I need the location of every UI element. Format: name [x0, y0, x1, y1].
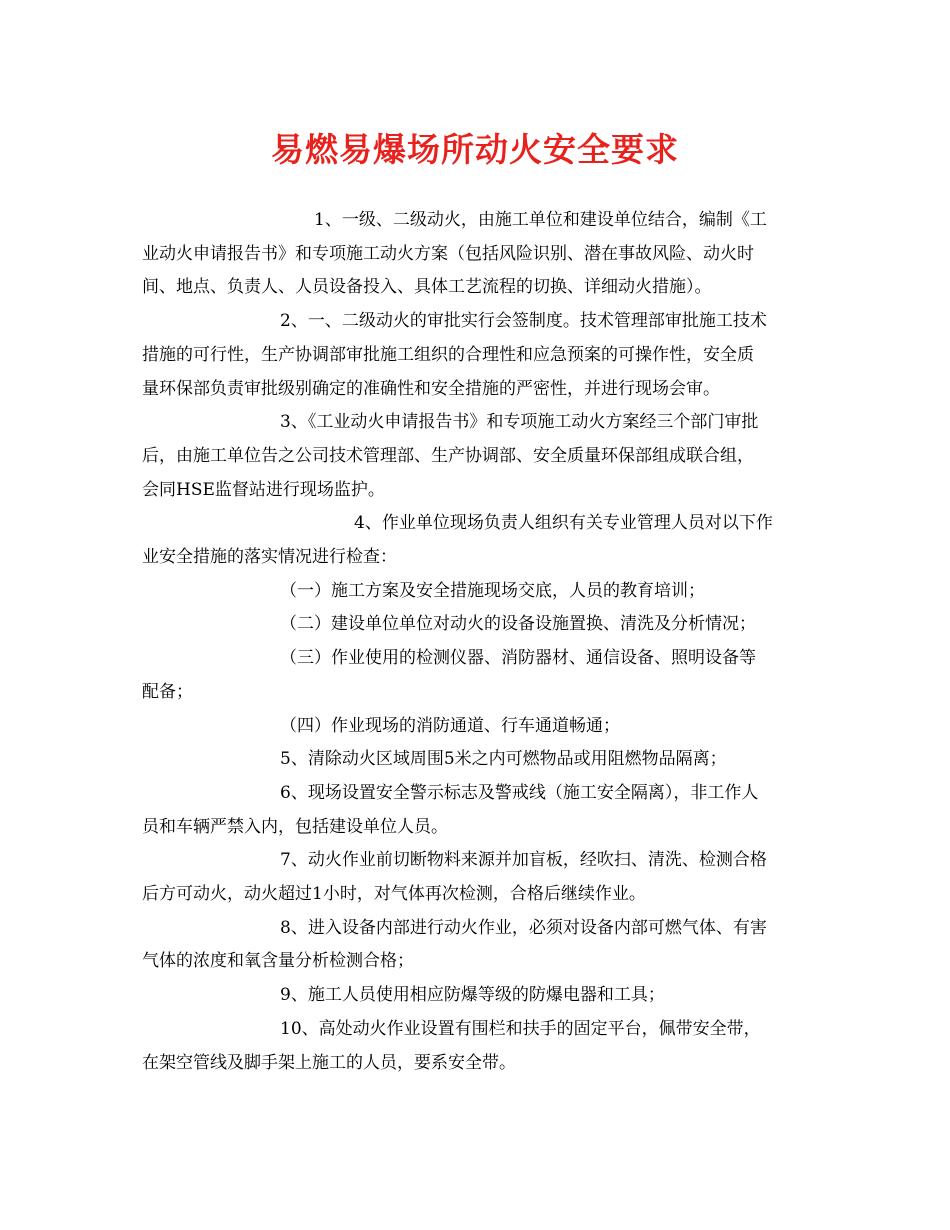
paragraph-line: 2、一、二级动火的审批实行会签制度。技术管理部审批施工技术	[280, 311, 767, 332]
paragraph	[142, 1013, 812, 1080]
paragraph-line: 9、施工人员使用相应防爆等级的防爆电器和工具；	[280, 985, 665, 1006]
paragraph	[142, 710, 812, 744]
paragraph-line: 员和车辆严禁入内，包括建设单位人员。	[142, 816, 448, 837]
paragraph-line: （二）建设单位单位对动火的设备设施置换、清洗及分析情况；	[280, 614, 756, 635]
paragraph	[142, 912, 812, 979]
paragraph-line: （三）作业使用的检测仪器、消防器材、通信设备、照明设备等	[280, 648, 756, 669]
paragraph-line: 配备；	[142, 681, 193, 702]
document-body	[142, 204, 812, 1080]
paragraph	[142, 743, 812, 777]
paragraph-line: （一）施工方案及安全措施现场交底，人员的教育培训；	[280, 580, 705, 601]
paragraph	[142, 608, 812, 642]
paragraph-line: 措施的可行性，生产协调部审批施工组织的合理性和应急预案的可操作性，安全质	[142, 344, 754, 365]
paragraph	[142, 575, 812, 609]
paragraph-line: 1、一级、二级动火，由施工单位和建设单位结合，编制《工	[314, 210, 767, 230]
paragraph-line: 后方可动火，动火超过1小时，对气体再次检测，合格后继续作业。	[142, 884, 646, 905]
paragraph	[142, 204, 812, 305]
paragraph-line: 间、地点、负责人、人员设备投入、具体工艺流程的切换、详细动火措施）。	[142, 277, 712, 298]
paragraph-line: 10、高处动火作业设置有围栏和扶手的固定平台，佩带安全带，	[280, 1018, 761, 1039]
paragraph-line: （四）作业现场的消防通道、行车通道畅通；	[280, 715, 620, 736]
paragraph	[142, 406, 812, 507]
paragraph	[142, 777, 812, 844]
paragraph-line: 5、清除动火区域周围5米之内可燃物品或用阻燃物品隔离；	[280, 749, 727, 770]
paragraph-line: 气体的浓度和氧含量分析检测合格；	[142, 951, 414, 972]
paragraph-line: 业动火申请报告书》和专项施工动火方案（包括风险识别、潜在事故风险、动火时	[142, 243, 754, 264]
paragraph-line: 7、动火作业前切断物料来源并加盲板，经吹扫、清洗、检测合格	[280, 850, 767, 871]
paragraph-line: 3、《工业动火申请报告书》和专项施工动火方案经三个部门审批	[280, 412, 759, 433]
document-title: 易燃易爆场所动火安全要求	[271, 130, 679, 169]
paragraph-line: 8、进入设备内部进行动火作业，必须对设备内部可燃气体、有害	[280, 917, 767, 938]
paragraph-line: 量环保部负责审批级别确定的准确性和安全措施的严密性，并进行现场会审。	[142, 378, 720, 399]
paragraph-line: 4、作业单位现场负责人组织有关专业管理人员对以下作	[354, 513, 773, 534]
paragraph-line: 在架空管线及脚手架上施工的人员，要系安全带。	[142, 1052, 516, 1073]
paragraph-line: 后，由施工单位告之公司技术管理部、生产协调部、安全质量环保部组成联合组，	[142, 445, 754, 466]
paragraph-line: 会同HSE监督站进行现场监护。	[142, 479, 385, 500]
paragraph	[142, 305, 812, 406]
paragraph	[142, 642, 812, 709]
paragraph	[142, 507, 812, 574]
paragraph-line: 6、现场设置安全警示标志及警戒线（施工安全隔离），非工作人	[280, 782, 759, 803]
paragraph	[142, 979, 812, 1013]
paragraph-line: 业安全措施的落实情况进行检查：	[142, 547, 397, 568]
paragraph	[142, 844, 812, 911]
